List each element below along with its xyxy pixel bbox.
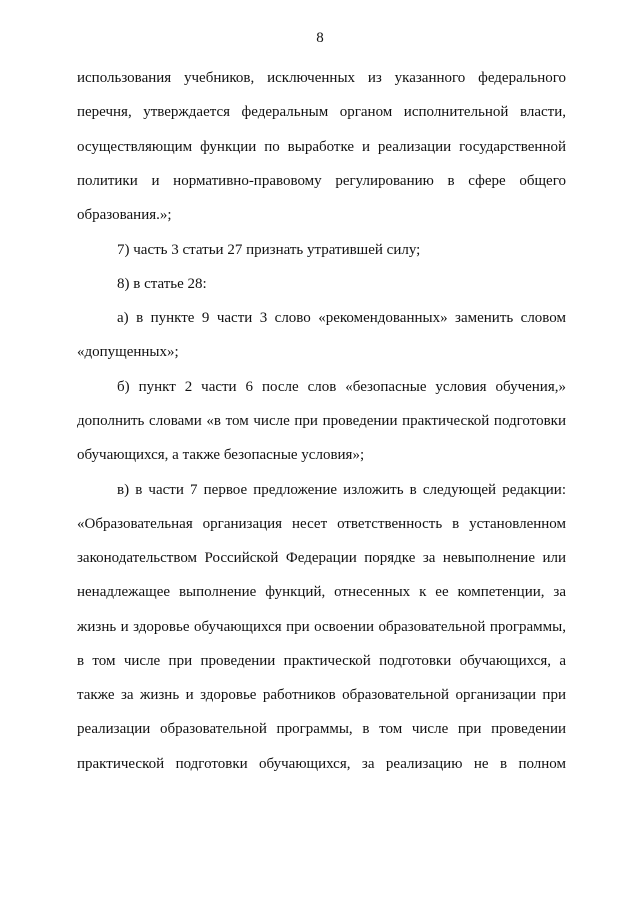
text-line: в том числе при проведении практической подготовки обучающихся, а (77, 653, 566, 669)
text-line: законодательством Российской Федерации порядке за невыполнение или (77, 550, 566, 566)
text-line: «Образовательная организация несет ответственность в установленном (77, 516, 566, 532)
page-number: 8 (316, 30, 324, 46)
text-line: политики и нормативно-правовому регулированию в сфере общего (77, 173, 566, 189)
text-line: «допущенных»; (77, 344, 179, 360)
text-line: использования учебников, исключенных из указанного федерального (77, 70, 566, 86)
text-line: в) в части 7 первое предложение изложить в следующей редакции: (117, 482, 566, 498)
text-line: б) пункт 2 части 6 после слов «безопасные условия обучения,» (117, 379, 566, 395)
text-line: дополнить словами «в том числе при проведении практической подготовки (77, 413, 566, 429)
text-line: образования.»; (77, 207, 172, 223)
text-line: обучающихся, а также безопасные условия»; (77, 447, 365, 463)
text-line: перечня, утверждается федеральным органом исполнительной власти, (77, 104, 566, 120)
text-line: реализации образовательной программы, в том числе при проведении (77, 721, 566, 737)
text-line: а) в пункте 9 части 3 слово «рекомендованных» заменить словом (117, 310, 566, 326)
text-line: практической подготовки обучающихся, за реализацию не в полном (77, 756, 566, 772)
text-line: жизнь и здоровье обучающихся при освоении образовательной программы, (77, 619, 566, 635)
text-line: также за жизнь и здоровье работников образовательной организации при (77, 687, 566, 703)
text-line: осуществляющим функции по выработке и реализации государственной (77, 139, 566, 155)
text-line: ненадлежащее выполнение функций, отнесенных к ее компетенции, за (77, 584, 566, 600)
text-line: 8) в статье 28: (117, 276, 207, 292)
text-line: 7) часть 3 статьи 27 признать утратившей силу; (117, 242, 421, 258)
